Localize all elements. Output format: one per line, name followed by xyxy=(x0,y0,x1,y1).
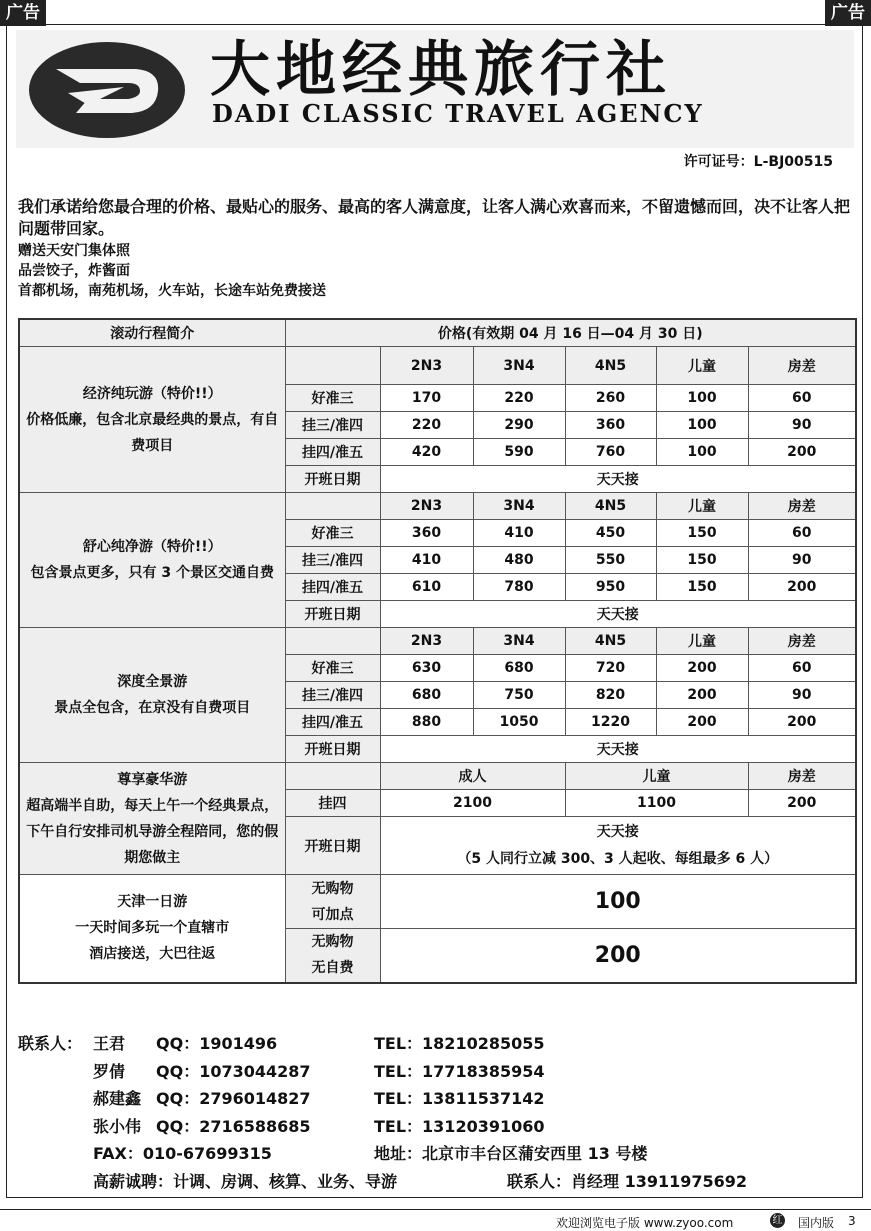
price-cell: 200 xyxy=(656,655,748,682)
tour-description: 酒店接送，大巴往返 xyxy=(89,946,216,963)
price-cell: 410 xyxy=(380,547,473,574)
agency-logo-icon xyxy=(28,41,186,139)
perk-item: 品尝饺子，炸酱面 xyxy=(18,263,130,279)
schedule-label: 开班日期 xyxy=(285,601,380,628)
contact-block xyxy=(18,1030,747,1195)
col-header: 3N4 xyxy=(473,347,565,385)
price-cell: 420 xyxy=(380,439,473,466)
price-cell: 820 xyxy=(565,682,656,709)
col-header: 3N4 xyxy=(473,493,565,520)
price-cell: 750 xyxy=(473,682,565,709)
contact-tel[interactable]: TEL：17718385954 xyxy=(374,1061,545,1081)
row-label: 挂三/准四 xyxy=(285,547,380,574)
price-cell: 100 xyxy=(656,385,748,412)
contact-row xyxy=(18,1030,747,1058)
col-header: 儿童 xyxy=(565,763,748,790)
price-cell: 220 xyxy=(380,412,473,439)
table-header-tours: 滚动行程简介 xyxy=(19,319,285,347)
ad-label-right: 广告 xyxy=(825,0,871,26)
recruit-contact: 联系人：肖经理 13911975692 xyxy=(507,1171,748,1191)
price-cell: 590 xyxy=(473,439,565,466)
contact-name: 王君 xyxy=(93,1034,126,1053)
col-header: 2N3 xyxy=(380,493,473,520)
tour-description: 包含景点更多，只有 3 个景区交通自费 xyxy=(30,565,274,581)
col-header: 3N4 xyxy=(473,628,565,655)
recruit: 高薪诚聘：计调、房调、核算、业务、导游 xyxy=(93,1171,398,1191)
schedule-value: 天天接 xyxy=(380,601,856,628)
price-cell: 60 xyxy=(748,520,856,547)
price-cell: 760 xyxy=(565,439,656,466)
price-cell: 450 xyxy=(565,520,656,547)
tour-desc xyxy=(19,493,285,628)
contact-row xyxy=(18,1168,747,1196)
contact-label: 联系人： xyxy=(18,1034,83,1053)
price-cell: 90 xyxy=(748,547,856,574)
schedule-value: 天天接 xyxy=(380,736,856,763)
price-cell: 200 xyxy=(748,709,856,736)
price-cell: 720 xyxy=(565,655,656,682)
contact-row xyxy=(18,1140,747,1168)
schedule-label: 开班日期 xyxy=(285,736,380,763)
perk-item: 赠送天安门集体照 xyxy=(18,243,130,259)
col-header: 房差 xyxy=(748,628,856,655)
tour-desc xyxy=(19,763,285,875)
price-cell: 60 xyxy=(748,655,856,682)
price-cell: 150 xyxy=(656,547,748,574)
price-cell: 1220 xyxy=(565,709,656,736)
price-cell: 1100 xyxy=(565,790,748,817)
price-cell: 200 xyxy=(656,709,748,736)
price-cell: 780 xyxy=(473,574,565,601)
price-table xyxy=(18,318,857,984)
tour-description: 一天时间多玩一个直辖市 xyxy=(75,920,230,937)
license-number: 许可证号：L-BJ00515 xyxy=(683,154,833,170)
row-label: 挂四/准五 xyxy=(285,439,380,466)
price-cell: 200 xyxy=(748,439,856,466)
row-label: 挂三/准四 xyxy=(285,412,380,439)
option-label xyxy=(285,875,380,929)
tour-desc xyxy=(19,875,285,983)
tour-desc xyxy=(19,628,285,763)
brand-name-en: DADI CLASSIC TRAVEL AGENCY xyxy=(212,99,704,128)
price-cell: 90 xyxy=(748,412,856,439)
tour-desc xyxy=(19,347,285,493)
contact-row xyxy=(18,1058,747,1086)
option-line: 无购物 xyxy=(311,880,354,897)
col-header: 成人 xyxy=(380,763,565,790)
col-header: 房差 xyxy=(748,347,856,385)
footer-section: 国内版 xyxy=(798,1216,835,1230)
blank-cell xyxy=(285,628,380,655)
price-cell: 200 xyxy=(748,790,856,817)
tour-title: 经济纯玩游（特价!!） xyxy=(82,385,222,402)
price-cell: 200 xyxy=(380,929,856,983)
schedule-label: 开班日期 xyxy=(285,817,380,875)
perk-item: 首都机场，南苑机场，火车站，长途车站免费接送 xyxy=(18,283,326,299)
option-line: 无购物 xyxy=(311,934,354,951)
col-header: 儿童 xyxy=(656,347,748,385)
contact-qq[interactable]: QQ：2796014827 xyxy=(156,1089,311,1108)
price-cell: 150 xyxy=(656,520,748,547)
tour-title: 天津一日游 xyxy=(117,894,188,911)
page-number: 3 xyxy=(848,1214,856,1228)
tour-description: 超高端半自助，每天上午一个经典景点，下午自行安排司机导游全程陪同，您的假期您做主 xyxy=(26,797,279,866)
row-label: 好准三 xyxy=(285,520,380,547)
price-cell: 100 xyxy=(380,875,856,929)
ad-label-left: 广告 xyxy=(0,0,46,26)
brand-name-cn: 大地经典旅行社 xyxy=(210,35,672,105)
price-cell: 260 xyxy=(565,385,656,412)
price-cell: 630 xyxy=(380,655,473,682)
tour-title: 尊享豪华游 xyxy=(117,771,188,788)
tour-description: 景点全包含，在京没有自费项目 xyxy=(54,700,251,716)
slogan: 我们承诺给您最合理的价格、最贴心的服务、最高的客人满意度，让客人满心欢喜而来，不留遗憾而回，决不让客人把问题带回家。 xyxy=(18,197,851,238)
contact-tel[interactable]: TEL：13811537142 xyxy=(374,1089,545,1108)
schedule-note: （5 人同行立减 300、3 人起收、每组最多 6 人） xyxy=(457,850,779,867)
col-header: 4N5 xyxy=(565,493,656,520)
table-header-price: 价格(有效期 04 月 16 日—04 月 30 日) xyxy=(285,319,856,347)
price-cell: 90 xyxy=(748,682,856,709)
contact-tel[interactable]: TEL：13120391060 xyxy=(374,1116,545,1136)
tour-title: 深度全景游 xyxy=(117,674,188,690)
perks-list xyxy=(18,241,326,301)
row-label: 挂四/准五 xyxy=(285,709,380,736)
price-cell: 220 xyxy=(473,385,565,412)
col-header: 儿童 xyxy=(656,628,748,655)
address: 地址：北京市丰台区蒲安西里 13 号楼 xyxy=(374,1144,648,1163)
option-label xyxy=(285,929,380,983)
price-cell: 150 xyxy=(656,574,748,601)
footer-text: 欢迎浏览电子版 www.zyoo.com xyxy=(556,1216,734,1230)
price-cell: 480 xyxy=(473,547,565,574)
col-header: 4N5 xyxy=(565,628,656,655)
col-header: 儿童 xyxy=(656,493,748,520)
fax: FAX：010-67699315 xyxy=(93,1144,272,1163)
contact-row xyxy=(18,1113,747,1141)
col-header: 4N5 xyxy=(565,347,656,385)
row-label: 挂四 xyxy=(285,790,380,817)
price-cell: 200 xyxy=(748,574,856,601)
blank-cell xyxy=(285,493,380,520)
contact-name: 张小伟 xyxy=(93,1116,142,1136)
row-label: 好准三 xyxy=(285,385,380,412)
price-cell: 360 xyxy=(380,520,473,547)
col-header: 房差 xyxy=(748,763,856,790)
price-cell: 550 xyxy=(565,547,656,574)
price-cell: 170 xyxy=(380,385,473,412)
table-row xyxy=(19,875,856,929)
price-cell: 880 xyxy=(380,709,473,736)
schedule-label: 开班日期 xyxy=(285,466,380,493)
price-cell: 100 xyxy=(656,439,748,466)
price-cell: 290 xyxy=(473,412,565,439)
contact-qq[interactable]: QQ：1901496 xyxy=(156,1034,278,1053)
contact-name: 罗倩 xyxy=(93,1061,126,1081)
row-label: 挂三/准四 xyxy=(285,682,380,709)
col-header: 2N3 xyxy=(380,628,473,655)
tour-title: 舒心纯净游（特价!!） xyxy=(82,539,222,555)
price-cell: 680 xyxy=(473,655,565,682)
contact-qq[interactable]: QQ：2716588685 xyxy=(156,1116,311,1136)
edition-badge-icon: 红 xyxy=(770,1213,785,1228)
col-header: 房差 xyxy=(748,493,856,520)
schedule-text: 天天接 xyxy=(596,823,639,840)
option-line: 可加点 xyxy=(311,906,354,923)
row-label: 好准三 xyxy=(285,655,380,682)
price-cell: 680 xyxy=(380,682,473,709)
tour-description: 价格低廉，包含北京最经典的景点，有自费项目 xyxy=(26,411,279,454)
row-label: 挂四/准五 xyxy=(285,574,380,601)
schedule-value: 天天接 xyxy=(380,466,856,493)
blank-cell xyxy=(285,763,380,790)
price-cell: 100 xyxy=(656,412,748,439)
blank-cell xyxy=(285,347,380,385)
price-cell: 2100 xyxy=(380,790,565,817)
price-cell: 1050 xyxy=(473,709,565,736)
price-cell: 200 xyxy=(656,682,748,709)
price-cell: 610 xyxy=(380,574,473,601)
contact-qq[interactable]: QQ：1073044287 xyxy=(156,1061,311,1081)
option-line: 无自费 xyxy=(311,960,354,977)
price-cell: 950 xyxy=(565,574,656,601)
contact-row xyxy=(18,1085,747,1113)
contact-tel[interactable]: TEL：18210285055 xyxy=(374,1034,545,1053)
price-cell: 360 xyxy=(565,412,656,439)
col-header: 2N3 xyxy=(380,347,473,385)
price-cell: 410 xyxy=(473,520,565,547)
price-cell: 60 xyxy=(748,385,856,412)
page-footer xyxy=(0,1209,871,1231)
schedule-value xyxy=(380,817,856,875)
contact-name: 郝建鑫 xyxy=(93,1089,142,1108)
